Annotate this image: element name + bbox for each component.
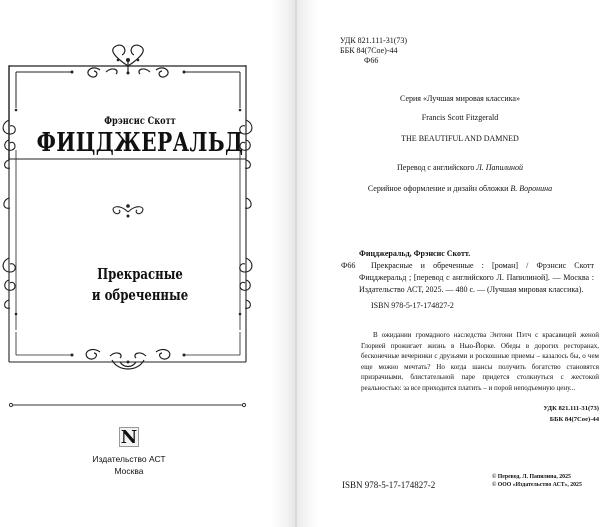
book-title <box>31 264 249 306</box>
copyright-publisher: © ООО «Издательство АСТ», 2025 <box>492 482 582 488</box>
biblio-index: Ф66 <box>341 261 356 270</box>
title-page <box>0 0 295 527</box>
publisher-city: Москва <box>114 466 144 476</box>
biblio-description: Прекрасные и обреченные : [роман] / Фрэнсис Скотт Фицджеральд ; [перевод с английского Л. Папилиной]. — Москва : Издательство АСТ, 2025. — 480 с. — (Лучшая мировая классика). <box>359 261 594 294</box>
copyright-translation: © Перевод. Л. Папилина, 2025 <box>492 474 571 480</box>
author-original-name: Francis Scott Fitzgerald <box>421 113 499 122</box>
classification-codes <box>340 36 407 66</box>
author-first-name: Фрэнсис Скотт <box>104 116 176 127</box>
book-annotation: В ожидании громадного наследства Энтони Пэтч с красавицей женой Глорией прожигает жизнь в Нью-Йорке. Обеды в дорогих ресторанах, бесконечные вечеринки с друзьями и роскошные приемы – казалось бы, о чем еще можно мечтать? Но когда шансы получить богатство становятся призрачными, блистательной паре придется столкнуться с жестокой реальностью: за все приходится платить – и порой неподъемную цену... <box>361 331 599 392</box>
translation-credit <box>320 163 600 172</box>
designer-name: В. Воронина <box>510 184 553 193</box>
bbk-code-footer: ББК 84(7Сое)-44 <box>549 415 599 423</box>
series-name: Серия «Лучшая мировая классика» <box>400 94 520 103</box>
author-last-name: ФИЦДЖЕРАЛЬД <box>36 128 244 158</box>
gutter-shadow-right <box>297 0 319 527</box>
copyright-notice <box>492 473 582 489</box>
udk-code-footer: УДК 821.111-31(73) <box>543 405 599 412</box>
translator-name: Л. Папилиной <box>476 163 524 172</box>
publisher-name: Издательство АСТ <box>92 454 166 464</box>
book-title-line1: Прекрасные <box>97 265 183 283</box>
classification-codes-footer <box>420 404 599 425</box>
bbk-code: ББК 84(7Сое)-44 <box>340 46 398 55</box>
bibliographic-record <box>341 248 594 312</box>
translation-prefix: Перевод с английского <box>396 163 475 172</box>
book-title-line2: и обреченные <box>91 286 189 304</box>
publisher-info <box>0 453 258 477</box>
design-credit <box>320 184 600 193</box>
original-title: THE BEAUTIFUL AND DAMNED <box>401 134 519 143</box>
isbn-footer: ISBN 978-5-17-174827-2 <box>342 480 436 490</box>
design-prefix: Серийное оформление и дизайн обложки <box>367 184 509 193</box>
author-mark: Ф66 <box>364 56 379 65</box>
biblio-heading: Фицджеральд, Фрэнсис Скотт. <box>359 249 471 258</box>
publisher-logo-icon: N <box>120 427 138 448</box>
biblio-isbn: ISBN 978-5-17-174827-2 <box>371 301 454 310</box>
gutter-shadow-left <box>270 0 295 527</box>
udk-code: УДК 821.111-31(73) <box>340 36 408 45</box>
